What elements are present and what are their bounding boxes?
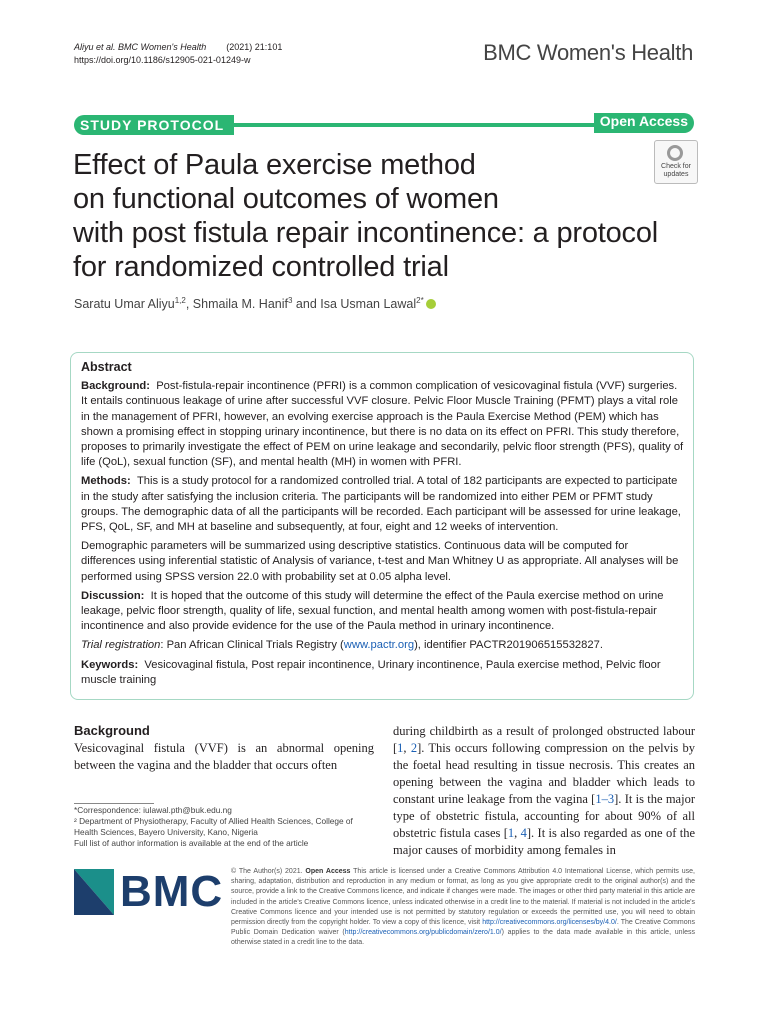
abstract — [81, 360, 685, 692]
updates-text: Check for updates — [661, 163, 691, 178]
pactr-link[interactable]: www.pactr.org — [343, 639, 415, 652]
citation-authors: Aliyu et al. BMC Women's Health — [74, 42, 207, 52]
citation-ref[interactable]: 4 — [520, 826, 527, 840]
abstract-trial: Trial registration: Pan African Clinical Trials Registry (www.pactr.org), identifier PACTR201906515532827. — [81, 639, 603, 652]
open-access-badge — [594, 113, 694, 133]
title-line: with post fistula repair incontinence: a protocol — [73, 217, 659, 249]
article-title — [73, 148, 659, 284]
abstract-heading: Abstract — [81, 360, 132, 374]
doi-link[interactable]: https://doi.org/10.1186/s12905-021-01249-w — [74, 55, 251, 65]
author-list: Saratu Umar Aliyu$^{1,2}$, Shmaila M. Hanif$^3$ and Isa Usman Lawal$^{2*}$ — [74, 296, 436, 311]
author-name: , Shmaila M. Hanif — [185, 297, 288, 312]
footnotes — [74, 805, 374, 849]
abstract-discussion: Discussion: It is hoped that the outcome of this study will determine the effect of the Paula exercise method on urine leakage, pelvic floor strength, quality of life, sexual function, and mental health among women with post-fistula-repair incontinence and also provide evidence for the use of the Paula method in urinary incontinence. — [81, 589, 664, 633]
correspondence: *Correspondence: iulawal.pth@buk.edu.ng — [74, 805, 232, 815]
body-left-column: Vesicovaginal fistula (VVF) is an abnormal opening between the vagina and the bladder that occurs often — [74, 741, 374, 772]
footnote-rule — [74, 803, 154, 804]
section-heading: Background — [74, 723, 150, 738]
open-access-label: Open Access — [599, 113, 688, 129]
title-line: on functional outcomes of women — [73, 183, 499, 215]
title-line: for randomized controlled trial — [73, 251, 449, 283]
citation — [74, 41, 282, 67]
author-info-note: Full list of author information is available at the end of the article — [74, 838, 309, 848]
author-name: and Isa Usman Lawal — [292, 297, 417, 312]
abstract-keywords: Keywords: Vesicovaginal fistula, Post repair incontinence, Urinary incontinence, Paula exercise method, Pelvic floor muscle training — [81, 658, 661, 686]
article-type-banner — [74, 115, 694, 135]
cc-by-link[interactable]: http://creativecommons.org/licenses/by/4.0/ — [482, 919, 617, 927]
abstract-methods: Methods: This is a study protocol for a randomized controlled trial. A total of 182 participants are expected to participate in the study after satisfying the inclusion criteria. The participants will be randomized into either PEM or PFMT study groups. The demographic data of all the participants will be recorded. Each participant will be assessed for urine leakage, PFS, QoL, SF, and MH at baseline and subsequently, at four, eight and 12 weeks of intervention. — [81, 475, 681, 534]
study-protocol-label: STUDY PROTOCOL — [80, 117, 225, 133]
bmc-logo — [74, 866, 224, 918]
citation-ref[interactable]: 2 — [410, 741, 418, 755]
citation-year: (2021) 21:101 — [226, 42, 283, 52]
author-name: Saratu Umar Aliyu — [74, 297, 175, 312]
orcid-icon[interactable] — [426, 299, 436, 309]
study-protocol-badge — [74, 115, 234, 135]
abstract-stats: Demographic parameters will be summarized using descriptive statistics. Continuous data will be computed for differences using inferential statistic of Analysis of variance, t-test and Man Whitney U as appropriate. All analyses will be performed using SPSS version 22.0 with probability set at 0.05 alpha level. — [81, 540, 679, 583]
cc-zero-link[interactable]: http://creativecommons.org/publicdomain/zero/1.0/ — [344, 929, 502, 937]
bmc-logo-text: BMC — [120, 867, 224, 916]
license-text: © The Author(s) 2021. Open Access This article is licensed under a Creative Commons Attribution 4.0 International License, which permits use, sharing, adaptation, distribution and reproduction in any medium or format, as long as you give appropriate credit to the original author(s) and the source, provide a link to the Creative Commons licence, and indicate if changes were made. The images or other third party material in this article are included in the article's Creative Commons licence, unless indicated otherwise in a credit line to the material. If material is not included in the article's Creative Commons licence and your intended use is not permitted by statutory regulation or exceeds the permitted use, you will need to obtain permission directly from the copyright holder. To view a copy of this licence, visit http://creativecommons.org/licenses/by/4.0/. The Creative Commons Public Domain Dedication waiver (http://creativecommons.org/publicdomain/zero/1.0/) applies to the data made available in this article, unless otherwise stated in a credit line to the data. — [231, 868, 695, 947]
title-line: Effect of Paula exercise method — [73, 149, 476, 181]
citation-ref[interactable]: 1 — [507, 826, 515, 840]
body-right-column: during childbirth as a result of prolonged obstructed labour [1, 2]. This occurs following compression on the pelvis by the foetal head resulting in tissue necrosis. This creates an opening between the vagina and bladder which leads to constant urine leakage from the vagina [1–3]. It is the major type of obstetric fistula, accounting for about 90% of all obstetric fistula cases [1, 4]. It is also regarded as one of the major causes of morbidity among females in — [393, 724, 696, 857]
affiliation: ² Department of Physiotherapy, Faculty of Allied Health Sciences, College of Health Sciences, Bayero University, Kano, Nigeria — [74, 816, 353, 837]
updates-icon — [667, 145, 683, 161]
banner-divider — [234, 123, 654, 127]
citation-ref[interactable]: 1–3 — [595, 792, 615, 806]
bmc-logo-mark-icon — [74, 869, 114, 915]
journal-name: BMC Women's Health — [483, 40, 693, 65]
abstract-background: Background: Post-fistula-repair incontinence (PFRI) is a common complication of vesicovaginal fistula (VVF) surgeries. It entails continuous leakage of urine after successful VVF closure. Pelvic Floor Muscle Training (PFMT) plays a vital role in the management of PFRI, however, an evolving exercise approach is the Paula Exercise Method (PEM) which has shown a promising effect in stopping urinary incontinence, but there is no data on its effect on PFRI. This study therefore, proposes to primarily investigate the effect of PEM on urine leakage and secondarily, pelvic floor strength (PFS), quality of life (QoL), sexual function (SF), and mental health (MH) in women with PFRI. — [81, 380, 684, 469]
citation-ref[interactable]: 1 — [397, 741, 404, 755]
check-for-updates-button[interactable] — [654, 140, 698, 184]
